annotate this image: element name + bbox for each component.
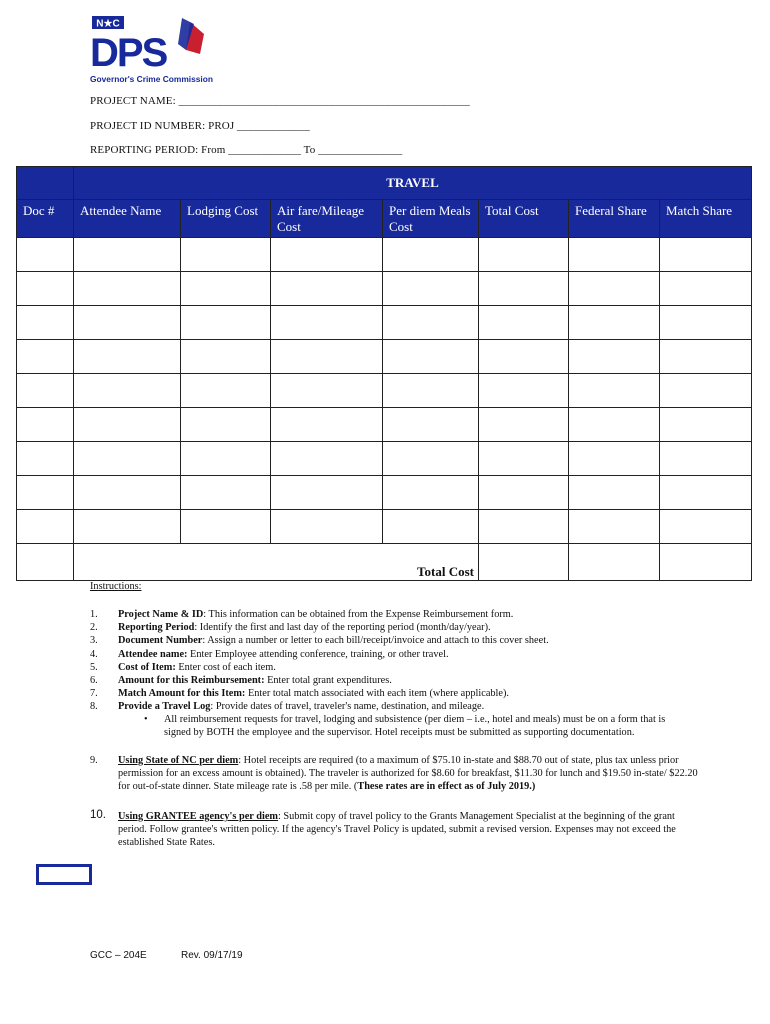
perdiem-cell[interactable] bbox=[383, 340, 479, 374]
perdiem-cell[interactable] bbox=[383, 272, 479, 306]
match-cell[interactable] bbox=[660, 238, 752, 272]
reporting-period-field[interactable]: REPORTING PERIOD: From _____________ To _______________ bbox=[90, 144, 403, 156]
attendee-cell[interactable] bbox=[74, 272, 181, 306]
airfare-cell[interactable] bbox=[271, 306, 383, 340]
total-cell[interactable] bbox=[479, 510, 569, 544]
doc-cell[interactable] bbox=[17, 408, 74, 442]
item-9-number: 9. bbox=[90, 755, 98, 766]
total-match-cell[interactable] bbox=[660, 544, 752, 581]
instruction-item-2 bbox=[118, 621, 698, 634]
lodging-cell[interactable] bbox=[181, 510, 271, 544]
perdiem-cell[interactable] bbox=[383, 408, 479, 442]
attendee-cell[interactable] bbox=[74, 442, 181, 476]
match-cell[interactable] bbox=[660, 374, 752, 408]
table-row bbox=[17, 510, 752, 544]
table-corner bbox=[17, 167, 74, 200]
doc-cell[interactable] bbox=[17, 306, 74, 340]
airfare-cell[interactable] bbox=[271, 476, 383, 510]
instruction-item-5 bbox=[118, 661, 698, 674]
form-field-box[interactable] bbox=[36, 864, 92, 885]
perdiem-cell[interactable] bbox=[383, 238, 479, 272]
federal-cell[interactable] bbox=[569, 272, 660, 306]
instruction-item-6 bbox=[118, 674, 698, 687]
lodging-cell[interactable] bbox=[181, 374, 271, 408]
item-10 bbox=[118, 810, 698, 850]
dps-logo bbox=[86, 14, 216, 90]
item-3-number: 3. bbox=[90, 635, 98, 647]
attendee-cell[interactable] bbox=[74, 510, 181, 544]
attendee-cell[interactable] bbox=[74, 340, 181, 374]
attendee-cell[interactable] bbox=[74, 408, 181, 442]
table-row bbox=[17, 340, 752, 374]
logo-agency-text: DPS bbox=[90, 31, 167, 75]
match-cell[interactable] bbox=[660, 476, 752, 510]
doc-cell[interactable] bbox=[17, 442, 74, 476]
attendee-cell[interactable] bbox=[74, 238, 181, 272]
total-cell[interactable] bbox=[479, 442, 569, 476]
item-2-label: Reporting Period bbox=[118, 622, 195, 634]
total-cost-label: Total Cost bbox=[74, 544, 479, 581]
item-6-text: Enter total grant expenditures. bbox=[264, 675, 392, 686]
lodging-cell[interactable] bbox=[181, 476, 271, 510]
instruction-item-7 bbox=[118, 687, 698, 700]
perdiem-cell[interactable] bbox=[383, 306, 479, 340]
perdiem-cell[interactable] bbox=[383, 476, 479, 510]
item-9 bbox=[118, 754, 698, 794]
federal-cell[interactable] bbox=[569, 306, 660, 340]
item-5-number: 5. bbox=[90, 661, 98, 673]
attendee-cell[interactable] bbox=[74, 476, 181, 510]
instruction-item-8 bbox=[118, 700, 698, 713]
item-9-text: : Hotel receipts are required (to a maximum of $75.10 in-state and $88.70 out of state, plus tax unless prior permission for an excess amount is obtained). The traveler is authorized for $8.60 for breakfast, $11.30 for lunch and $19.50 in-state/ $22.20 for out-of-state dinner. State mileage rate is .58 per mile. ( bbox=[118, 755, 698, 793]
perdiem-cell[interactable] bbox=[383, 374, 479, 408]
attendee-cell[interactable] bbox=[74, 374, 181, 408]
item-3-text: : Assign a number or letter to each bill/receipt/invoice and attach to this cover sheet. bbox=[202, 635, 549, 647]
col-header-attendee: Attendee Name bbox=[74, 200, 181, 238]
match-cell[interactable] bbox=[660, 408, 752, 442]
logo-subtitle: Governor's Crime Commission bbox=[90, 74, 213, 84]
item-8-number: 8. bbox=[90, 701, 98, 713]
table-title: TRAVEL bbox=[74, 167, 752, 200]
total-cost-cell[interactable] bbox=[479, 544, 569, 581]
item-6-label: Amount for this Reimbursement: bbox=[118, 675, 265, 686]
table-row bbox=[17, 476, 752, 510]
match-cell[interactable] bbox=[660, 306, 752, 340]
federal-cell[interactable] bbox=[569, 374, 660, 408]
item-9-bold: These rates are in effect as of July 2019.) bbox=[357, 781, 536, 793]
form-id: GCC – 204E bbox=[90, 950, 147, 961]
instruction-item-4 bbox=[118, 648, 698, 661]
lodging-cell[interactable] bbox=[181, 340, 271, 374]
instruction-item-1 bbox=[118, 608, 698, 621]
item-6-number: 6. bbox=[90, 675, 98, 686]
table-row bbox=[17, 272, 752, 306]
federal-cell[interactable] bbox=[569, 442, 660, 476]
item-8-text: : Provide dates of travel, traveler's name, destination, and mileage. bbox=[210, 701, 485, 713]
federal-cell[interactable] bbox=[569, 510, 660, 544]
lodging-cell[interactable] bbox=[181, 272, 271, 306]
attendee-cell[interactable] bbox=[74, 306, 181, 340]
total-cell[interactable] bbox=[479, 374, 569, 408]
total-cell[interactable] bbox=[479, 408, 569, 442]
total-cell[interactable] bbox=[479, 340, 569, 374]
item-1-text: : This information can be obtained from the Expense Reimbursement form. bbox=[203, 609, 514, 620]
col-header-federal: Federal Share bbox=[569, 200, 660, 238]
item-10-text: : Submit copy of travel policy to the Grants Management Specialist at the beginning of the grant period. Follow grantee's written policy. If the agency's Travel Policy is updated, submit a revised version. Expenses may not exceed the established State Rates. bbox=[118, 811, 676, 849]
item-5-text: Enter cost of each item. bbox=[175, 661, 276, 673]
item-5-label: Cost of Item: bbox=[118, 661, 176, 673]
airfare-cell[interactable] bbox=[271, 374, 383, 408]
col-header-airfare: Air fare/Mileage Cost bbox=[271, 200, 383, 238]
item-9-label: Using State of NC per diem bbox=[118, 755, 239, 766]
match-cell[interactable] bbox=[660, 510, 752, 544]
item-7-text: Enter total match associated with each item (where applicable). bbox=[245, 688, 509, 700]
project-id-field[interactable]: PROJECT ID NUMBER: PROJ _____________ bbox=[90, 120, 310, 132]
item-3-label: Document Number bbox=[118, 635, 203, 647]
match-cell[interactable] bbox=[660, 340, 752, 374]
item-4-number: 4. bbox=[90, 648, 98, 660]
item-7-label: Match Amount for this Item: bbox=[118, 688, 246, 700]
perdiem-cell[interactable] bbox=[383, 442, 479, 476]
airfare-cell[interactable] bbox=[271, 442, 383, 476]
match-cell[interactable] bbox=[660, 272, 752, 306]
doc-cell[interactable] bbox=[17, 476, 74, 510]
airfare-cell[interactable] bbox=[271, 408, 383, 442]
logo-state-text: N★C bbox=[96, 18, 120, 30]
item-1-label: Project Name & ID bbox=[118, 609, 204, 620]
col-header-doc: Doc # bbox=[17, 200, 74, 238]
instructions-heading: Instructions: bbox=[90, 581, 142, 592]
doc-cell[interactable] bbox=[17, 272, 74, 306]
airfare-cell[interactable] bbox=[271, 510, 383, 544]
lodging-cell[interactable] bbox=[181, 408, 271, 442]
item-4-text: Enter Employee attending conference, training, or other travel. bbox=[187, 648, 449, 660]
airfare-cell[interactable] bbox=[271, 238, 383, 272]
total-cell[interactable] bbox=[479, 476, 569, 510]
revision-date: Rev. 09/17/19 bbox=[181, 950, 243, 961]
table-body bbox=[17, 238, 752, 544]
table-row bbox=[17, 306, 752, 340]
total-cell[interactable] bbox=[479, 238, 569, 272]
col-header-match: Match Share bbox=[660, 200, 752, 238]
federal-cell[interactable] bbox=[569, 340, 660, 374]
airfare-cell[interactable] bbox=[271, 340, 383, 374]
item-10-label: Using GRANTEE agency's per diem bbox=[118, 811, 278, 822]
item-2-text: : Identify the first and last day of the reporting period (month/day/year). bbox=[194, 622, 491, 634]
total-cell[interactable] bbox=[479, 306, 569, 340]
perdiem-cell[interactable] bbox=[383, 510, 479, 544]
table-row bbox=[17, 442, 752, 476]
col-header-lodging: Lodging Cost bbox=[181, 200, 271, 238]
total-federal-cell[interactable] bbox=[569, 544, 660, 581]
bullet-text: All reimbursement requests for travel, lodging and subsistence (per diem – i.e., hotel and meals) must be on a form that is signed by BOTH the employee and the supervisor. Hotel receipts must be submitted as supporting documentation. bbox=[164, 714, 666, 739]
doc-cell[interactable] bbox=[17, 340, 74, 374]
doc-cell[interactable] bbox=[17, 510, 74, 544]
federal-cell[interactable] bbox=[569, 238, 660, 272]
item-10-number: 10. bbox=[90, 809, 106, 821]
col-header-total: Total Cost bbox=[479, 200, 569, 238]
table-row bbox=[17, 408, 752, 442]
doc-cell[interactable] bbox=[17, 374, 74, 408]
item-2-number: 2. bbox=[90, 622, 98, 634]
bullet-icon: • bbox=[144, 714, 148, 725]
doc-cell[interactable] bbox=[17, 238, 74, 272]
col-header-perdiem: Per diem Meals Cost bbox=[383, 200, 479, 238]
item-7-number: 7. bbox=[90, 688, 98, 700]
total-row-doc-cell[interactable] bbox=[17, 544, 74, 581]
item-1-number: 1. bbox=[90, 609, 98, 620]
federal-cell[interactable] bbox=[569, 476, 660, 510]
match-cell[interactable] bbox=[660, 442, 752, 476]
federal-cell[interactable] bbox=[569, 408, 660, 442]
airfare-cell[interactable] bbox=[271, 272, 383, 306]
total-cell[interactable] bbox=[479, 272, 569, 306]
project-name-field[interactable]: PROJECT NAME: ____________________________________________________ bbox=[90, 95, 470, 107]
lodging-cell[interactable] bbox=[181, 306, 271, 340]
lodging-cell[interactable] bbox=[181, 238, 271, 272]
table-row bbox=[17, 374, 752, 408]
item-4-label: Attendee name: bbox=[118, 648, 188, 660]
instruction-item-3 bbox=[118, 634, 698, 647]
lodging-cell[interactable] bbox=[181, 442, 271, 476]
table-row bbox=[17, 238, 752, 272]
item-8-label: Provide a Travel Log bbox=[118, 701, 211, 713]
travel-table bbox=[16, 166, 752, 581]
